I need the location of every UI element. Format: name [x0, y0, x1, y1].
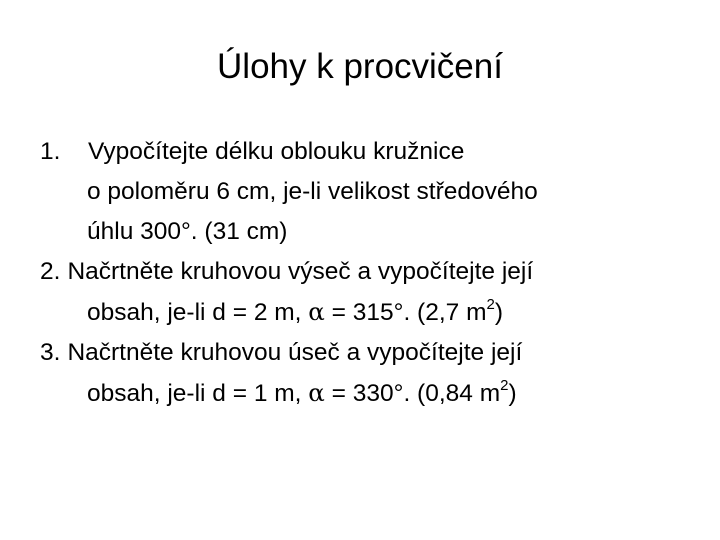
exercise-3-number: 3. — [40, 339, 61, 366]
exercise-3-text-2a: obsah, je-li d = 1 m, — [87, 380, 302, 407]
exponent: 2 — [486, 295, 495, 313]
exercise-1-number: 1. — [40, 138, 61, 165]
exercise-item-2 — [40, 252, 700, 333]
exercise-1-line-3: úhlu 300°. (31 cm) — [87, 218, 288, 245]
exercise-1-text-1: Vypočítejte délku oblouku kružnice — [88, 138, 465, 165]
exercise-item-1 — [40, 132, 700, 252]
exercise-2-line-2 — [40, 292, 700, 333]
exercise-item-3 — [40, 333, 700, 414]
exercise-1-line-2: o poloměru 6 cm, je-li velikost středového — [87, 178, 538, 205]
alpha-symbol: α — [308, 297, 325, 326]
exercise-list — [40, 132, 700, 414]
exponent: 2 — [500, 376, 509, 394]
exercise-2-line-1 — [40, 252, 700, 292]
exercise-2-text-2a: obsah, je-li d = 2 m, — [87, 299, 302, 326]
exercise-3-line-1 — [40, 333, 700, 373]
exercise-1-line-1 — [40, 132, 700, 172]
exercise-3-text-2b: = 330°. (0,84 m — [331, 380, 501, 407]
exercise-3-line-2 — [40, 373, 700, 414]
exercise-2-text-2c: ) — [494, 299, 504, 326]
slide-title: Úlohy k procvičení — [217, 47, 503, 86]
alpha-symbol: α — [308, 378, 325, 407]
exercise-2-number: 2. — [40, 258, 61, 285]
exercise-3-text-2c: ) — [508, 380, 517, 407]
exercise-2-text-2b: = 315°. (2,7 m — [331, 299, 487, 326]
exercise-2-text-1: Načrtněte kruhovou výseč a vypočítejte její — [67, 258, 534, 285]
exercise-3-text-1: Načrtněte kruhovou úseč a vypočítejte její — [67, 339, 523, 366]
